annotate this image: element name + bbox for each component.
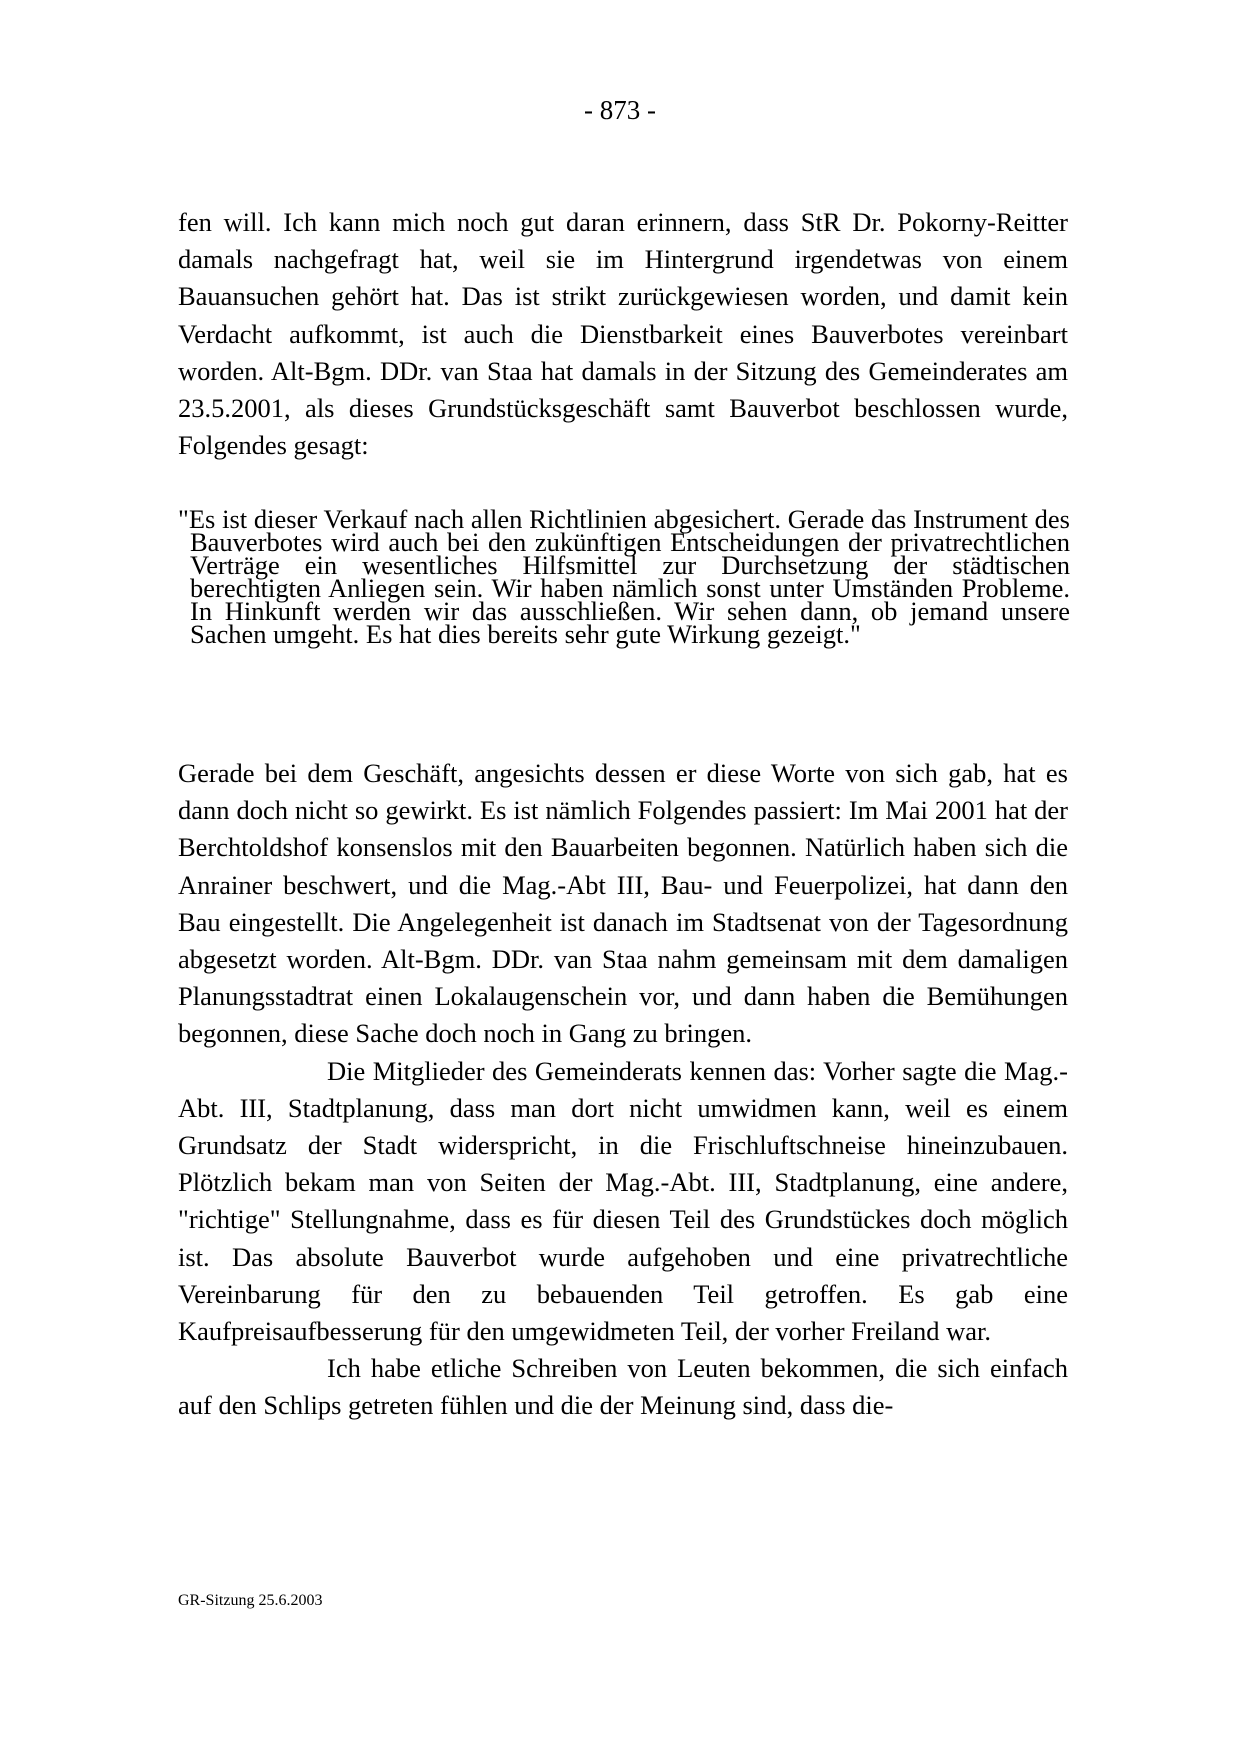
paragraph: fen will. Ich kann mich noch gut daran erinnern, dass StR Dr. Pokorny-Reitter damals nachgefragt hat, weil sie im Hintergrund irgendetwas von einem Bauansuchen gehört hat. Das ist strikt zurückgewiesen worden, und damit kein Verdacht aufkommt, ist auch die Dienstbarkeit eines Bauverbotes vereinbart worden. Alt-Bgm. DDr. van Staa hat damals in der Sitzung des Gemeinderates am 23.5.2001, als dieses Grundstücksgeschäft samt Bauverbot beschlossen wurde, Folgendes gesagt: xyxy=(178,207,1068,461)
text-block-main xyxy=(178,755,1068,1425)
text-block-top xyxy=(178,204,1068,464)
block-quote: "Es ist dieser Verkauf nach allen Richtlinien abgesichert. Gerade das Instrument des Bauverbotes wird auch bei den zukünftigen Entscheidungen der privatrechtlichen Verträge ein wesentliches Hilfsmittel zur Durchsetzung der städtischen berechtigten Anliegen sein. Wir haben nämlich sonst unter Umständen Probleme. In Hinkunft werden wir das ausschließen. Wir sehen dann, ob jemand unsere Sachen umgeht. Es hat dies bereits sehr gute Wirkung gezeigt." xyxy=(178,504,1070,649)
paragraph: Ich habe etliche Schreiben von Leuten bekommen, die sich einfach auf den Schlips getreten fühlen und die der Meinung sind, dass die- xyxy=(178,1353,1068,1421)
paragraph: Die Mitglieder des Gemeinderats kennen das: Vorher sagte die Mag.-Abt. III, Stadtplanung, dass man dort nicht umwidmen kann, weil es einem Grundsatz der Stadt widerspricht, in die Frischluftschneise hineinzubauen. Plötzlich bekam man von Seiten der Mag.-Abt. III, Stadtplanung, eine andere, "richtige" Stellungnahme, dass es für diesen Teil des Grundstückes doch möglich ist. Das absolute Bauverbot wurde aufgehoben und eine privatrechtliche Vereinbarung für den zu bebauenden Teil getroffen. Es gab eine Kaufpreisaufbesserung für den umgewidmeten Teil, der vorher Freiland war. xyxy=(178,1055,1068,1347)
page-number: - 873 - xyxy=(584,95,656,125)
paragraph: Gerade bei dem Geschäft, angesichts dessen er diese Worte von sich gab, hat es dann doch nicht so gewirkt. Es ist nämlich Folgendes passiert: Im Mai 2001 hat der Berchtoldshof konsenslos mit den Bauarbeiten begonnen. Natürlich haben sich die Anrainer beschwert, und die Mag.-Abt III, Bau- und Feuerpolizei, hat dann den Bau eingestellt. Die Angelegenheit ist danach im Stadtsenat von der Tagesordnung abgesetzt worden. Alt-Bgm. DDr. van Staa nahm gemeinsam mit dem damaligen Planungsstadtrat einen Lokalaugenschein vor, und dann haben die Bemühungen begonnen, diese Sache doch noch in Gang zu bringen. xyxy=(178,758,1068,1049)
footer-session-label: GR-Sitzung 25.6.2003 xyxy=(178,1592,323,1609)
